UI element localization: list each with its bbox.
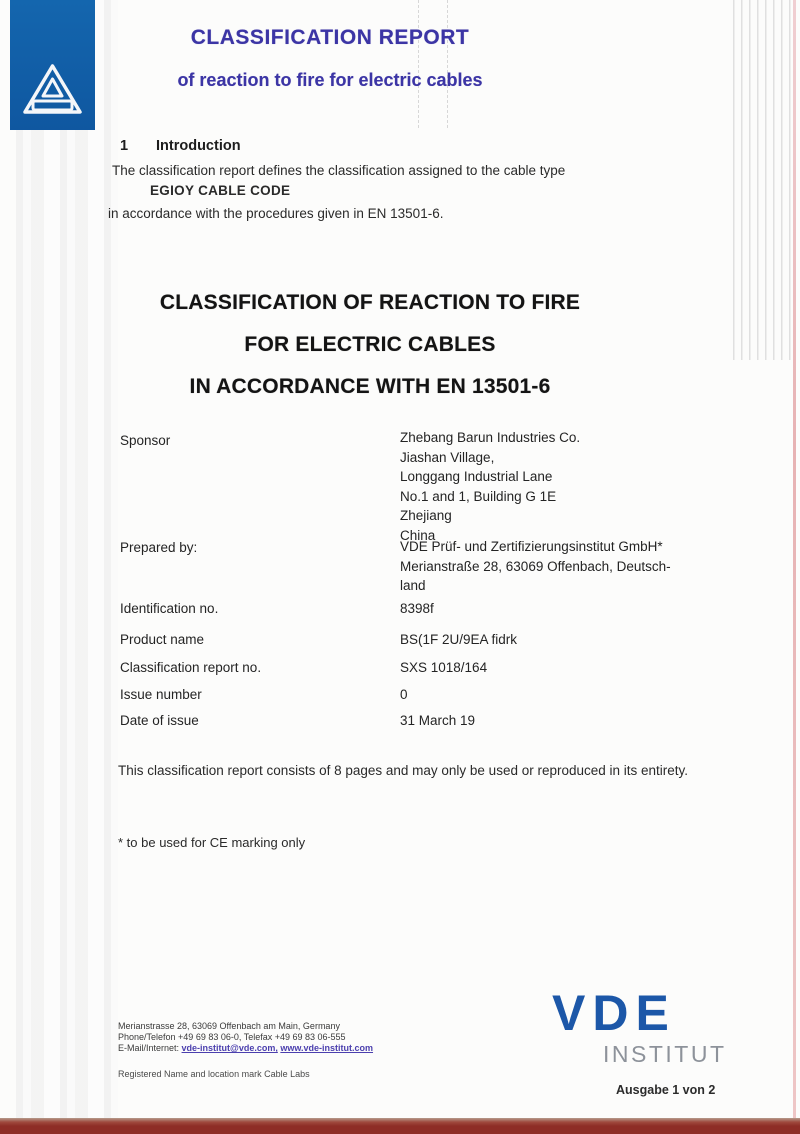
footer-email-link[interactable]: vde-institut@vde.com, [181, 1043, 278, 1053]
main-heading-line1: CLASSIFICATION OF REACTION TO FIRE [159, 291, 581, 314]
footer-address-line: Merianstrasse 28, 63069 Offenbach am Main, Germany [118, 1021, 340, 1031]
product-name-label: Product name [120, 632, 205, 647]
footer-links-line [118, 1043, 373, 1054]
main-classification-heading [70, 282, 670, 408]
report-title: CLASSIFICATION REPORT [190, 26, 470, 49]
main-heading-line3: IN ACCORDANCE WITH EN 13501-6 [189, 375, 551, 398]
footer-links-prefix: E-Mail/Internet: [118, 1043, 180, 1053]
product-name-value: BS(1F 2U/9EA fidrk [400, 632, 518, 647]
sponsor-line: Jiashan Village, [400, 449, 495, 465]
entirety-statement: This classification report consists of 8 pages and may only be used or reproduced in its entirety. [118, 763, 689, 778]
footer-website-link[interactable]: www.vde-institut.com [280, 1043, 374, 1053]
prepared-by-label: Prepared by: [120, 540, 198, 555]
corner-logo-box [10, 0, 95, 130]
date-of-issue-value: 31 March 19 [400, 713, 476, 728]
issue-number-value: 0 [400, 687, 408, 702]
scan-stripes-top-right [733, 0, 793, 360]
section-title: Introduction [156, 138, 241, 154]
identification-no-value: 8398f [400, 601, 434, 616]
main-heading-line2: FOR ELECTRIC CABLES [244, 333, 496, 356]
sponsor-line: Longgang Industrial Lane [400, 469, 553, 484]
intro-section-heading [120, 138, 241, 154]
page-indicator: Ausgabe 1 von 2 [616, 1083, 716, 1097]
vde-institut-text: INSTITUT [603, 1041, 727, 1067]
page-bottom-band [0, 1118, 800, 1134]
ce-marking-footnote: * to be used for CE marking only [118, 835, 306, 850]
classification-report-no-label: Classification report no. [120, 660, 262, 675]
sponsor-value [400, 428, 580, 545]
footer-contact-block [118, 1021, 373, 1054]
footer-phone-line: Phone/Telefon +49 69 83 06-0, Telefax +49 69 83 06-555 [118, 1032, 346, 1042]
scan-dashed-line [447, 0, 448, 128]
prepared-by-line: Merianstraße 28, 63069 Offenbach, Deutsch- [400, 558, 671, 574]
scan-dashed-line [418, 0, 419, 128]
sponsor-line: China [400, 527, 436, 543]
issue-number-label: Issue number [120, 687, 202, 702]
prepared-by-line: land [400, 578, 426, 593]
sponsor-label: Sponsor [120, 433, 171, 448]
section-number: 1 [120, 138, 129, 154]
footer-registered-line: Registered Name and location mark Cable Labs [118, 1069, 310, 1079]
report-subtitle: of reaction to fire for electric cables [177, 70, 483, 90]
scan-stripes-left [16, 0, 118, 1118]
sponsor-line: No.1 and 1, Building G 1E [400, 488, 557, 504]
classification-report-no-value: SXS 1018/164 [400, 660, 488, 675]
intro-paragraph-line2: in accordance with the procedures given in EN 13501-6. [108, 206, 444, 221]
identification-no-label: Identification no. [120, 601, 219, 616]
intro-paragraph-line1: The classification report defines the classification assigned to the cable type [112, 163, 566, 178]
prepared-by-line: VDE Prüf- und Zertifizierungsinstitut GmbH* [400, 539, 663, 554]
page-right-edge-line [793, 0, 796, 1120]
sponsor-line: Zhejiang [400, 508, 452, 523]
prepared-by-value [400, 537, 671, 596]
vde-wordmark-logo: VDE [552, 985, 676, 1041]
cable-type-line: EGIOY CABLE CODE [150, 183, 291, 198]
date-of-issue-label: Date of issue [120, 713, 199, 728]
sponsor-line: Zhebang Barun Industries Co. [400, 430, 581, 445]
